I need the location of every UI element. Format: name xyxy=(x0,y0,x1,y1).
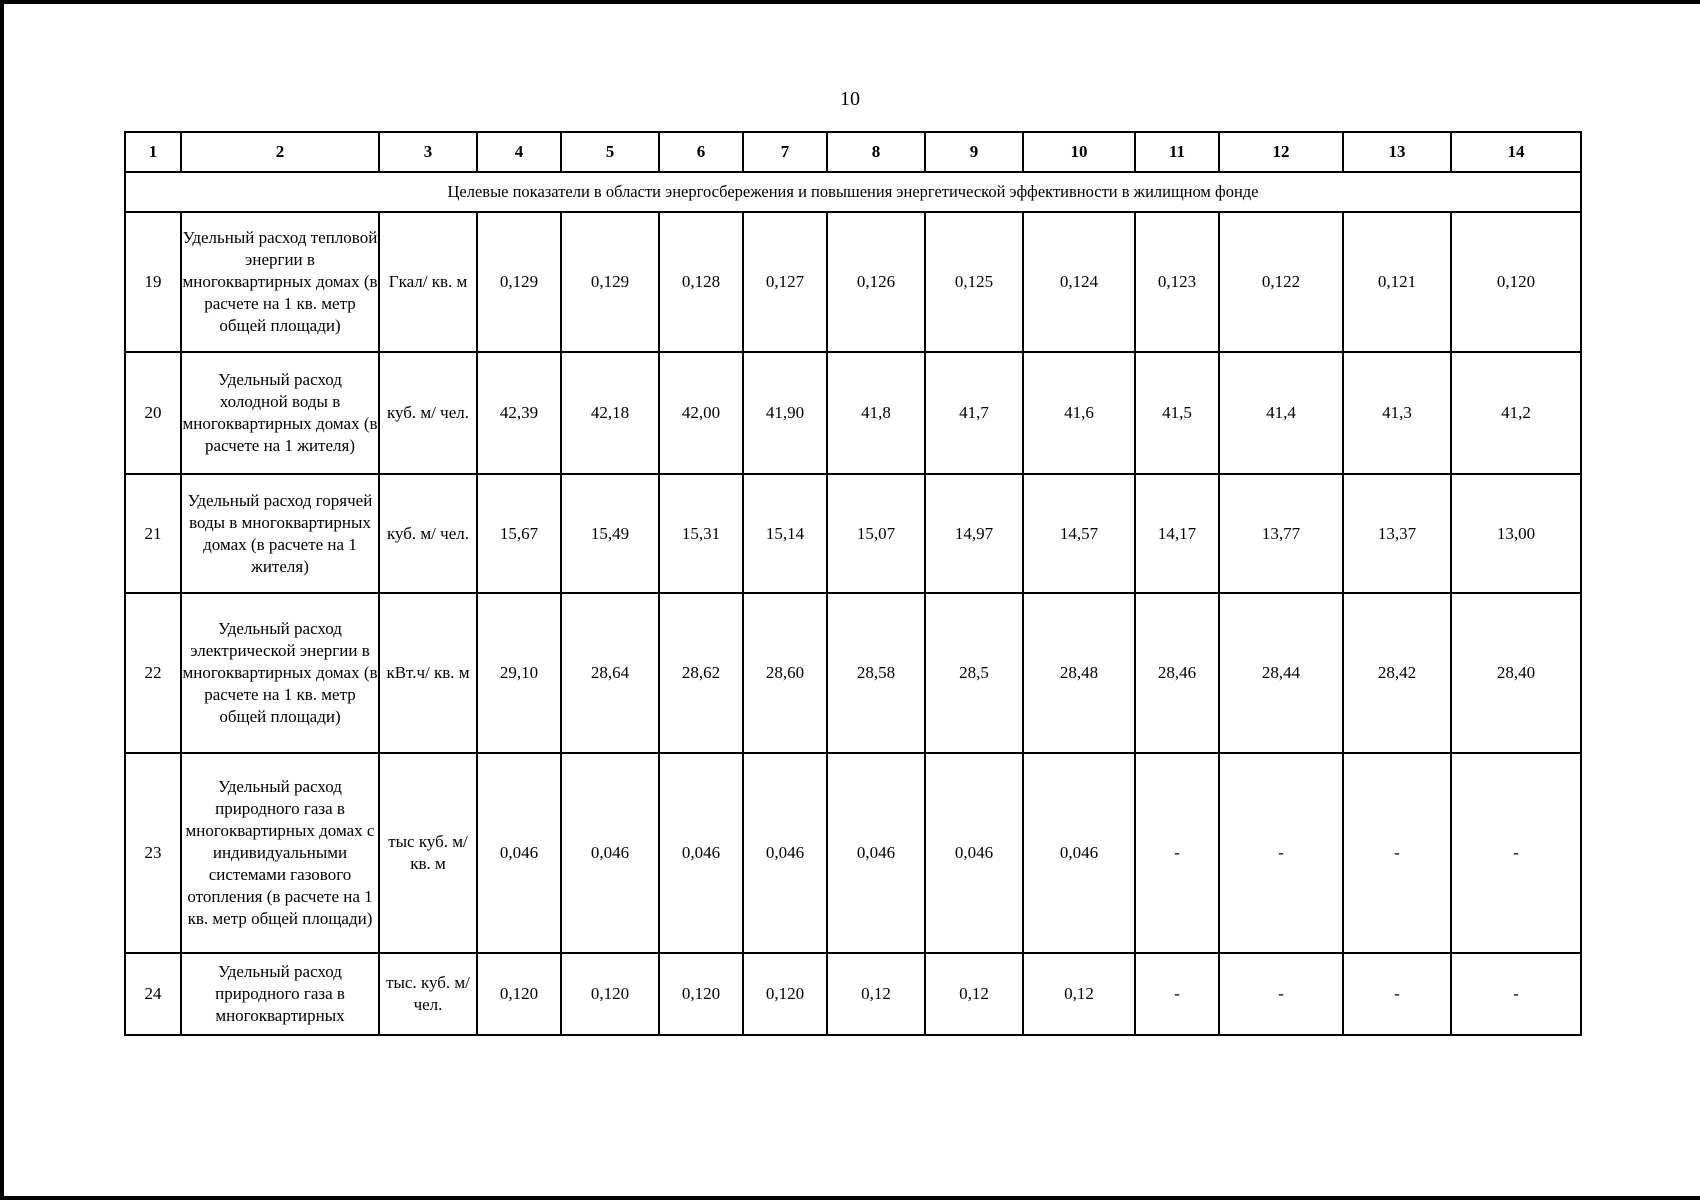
value-cell: 41,7 xyxy=(925,352,1023,474)
value-cell: 41,2 xyxy=(1451,352,1581,474)
value-cell: 0,120 xyxy=(561,953,659,1035)
value-cell: 42,18 xyxy=(561,352,659,474)
value-cell: 41,4 xyxy=(1219,352,1343,474)
value-cell: 28,44 xyxy=(1219,593,1343,753)
value-cell: - xyxy=(1219,753,1343,953)
value-cell: 0,126 xyxy=(827,212,925,352)
row-number: 20 xyxy=(125,352,181,474)
value-cell: 0,125 xyxy=(925,212,1023,352)
column-number: 2 xyxy=(181,132,379,172)
value-cell: 13,00 xyxy=(1451,474,1581,593)
value-cell: 14,17 xyxy=(1135,474,1219,593)
value-cell: 15,14 xyxy=(743,474,827,593)
value-cell: 15,49 xyxy=(561,474,659,593)
value-cell: 0,046 xyxy=(827,753,925,953)
table-row xyxy=(125,474,1581,593)
value-cell: 0,127 xyxy=(743,212,827,352)
unit-cell: тыс. куб. м/чел. xyxy=(379,953,477,1035)
value-cell: 29,10 xyxy=(477,593,561,753)
value-cell: 15,67 xyxy=(477,474,561,593)
indicator-name: Удельный расход горячей воды в многоквартирных домах (в расчете на 1 жителя) xyxy=(181,474,379,593)
value-cell: 42,39 xyxy=(477,352,561,474)
value-cell: 0,120 xyxy=(659,953,743,1035)
value-cell: 0,046 xyxy=(477,753,561,953)
value-cell: 0,122 xyxy=(1219,212,1343,352)
value-cell: 15,31 xyxy=(659,474,743,593)
value-cell: - xyxy=(1219,953,1343,1035)
row-number: 23 xyxy=(125,753,181,953)
value-cell: - xyxy=(1343,953,1451,1035)
value-cell: 0,046 xyxy=(659,753,743,953)
column-number: 1 xyxy=(125,132,181,172)
value-cell: 0,12 xyxy=(925,953,1023,1035)
table-row xyxy=(125,212,1581,352)
value-cell: 41,90 xyxy=(743,352,827,474)
table-row xyxy=(125,953,1581,1035)
indicator-name: Удельный расход электрической энергии в многоквартирных домах (в расчете на 1 кв. метр общей площади) xyxy=(181,593,379,753)
column-number: 12 xyxy=(1219,132,1343,172)
value-cell: - xyxy=(1135,753,1219,953)
unit-cell: Гкал/ кв. м xyxy=(379,212,477,352)
column-number: 7 xyxy=(743,132,827,172)
value-cell: 42,00 xyxy=(659,352,743,474)
value-cell: - xyxy=(1451,953,1581,1035)
value-cell: 0,046 xyxy=(743,753,827,953)
row-number: 24 xyxy=(125,953,181,1035)
value-cell: 0,12 xyxy=(827,953,925,1035)
column-number: 6 xyxy=(659,132,743,172)
value-cell: 0,120 xyxy=(1451,212,1581,352)
value-cell: 0,046 xyxy=(561,753,659,953)
value-cell: 0,124 xyxy=(1023,212,1135,352)
table-row xyxy=(125,352,1581,474)
indicator-name: Удельный расход холодной воды в многоквартирных домах (в расчете на 1 жителя) xyxy=(181,352,379,474)
value-cell: - xyxy=(1343,753,1451,953)
value-cell: 28,40 xyxy=(1451,593,1581,753)
indicator-name: Удельный расход природного газа в многоквартирных домах с индивидуальными системами газового отопления (в расчете на 1 кв. метр общей площади) xyxy=(181,753,379,953)
column-number: 11 xyxy=(1135,132,1219,172)
value-cell: 41,5 xyxy=(1135,352,1219,474)
value-cell: 28,60 xyxy=(743,593,827,753)
column-number-row xyxy=(125,132,1581,172)
unit-cell: тыс куб. м/кв. м xyxy=(379,753,477,953)
value-cell: 0,120 xyxy=(477,953,561,1035)
value-cell: 0,129 xyxy=(561,212,659,352)
unit-cell: куб. м/ чел. xyxy=(379,474,477,593)
value-cell: 28,48 xyxy=(1023,593,1135,753)
column-number: 14 xyxy=(1451,132,1581,172)
value-cell: 41,3 xyxy=(1343,352,1451,474)
value-cell: 13,77 xyxy=(1219,474,1343,593)
row-number: 21 xyxy=(125,474,181,593)
column-number: 10 xyxy=(1023,132,1135,172)
column-number: 3 xyxy=(379,132,477,172)
value-cell: 28,58 xyxy=(827,593,925,753)
value-cell: 28,62 xyxy=(659,593,743,753)
value-cell: 14,97 xyxy=(925,474,1023,593)
value-cell: 0,120 xyxy=(743,953,827,1035)
page-number: 10 xyxy=(840,88,860,110)
value-cell: 0,129 xyxy=(477,212,561,352)
indicator-name: Удельный расход тепловой энергии в многоквартирных домах (в расчете на 1 кв. метр общей площади) xyxy=(181,212,379,352)
value-cell: 41,6 xyxy=(1023,352,1135,474)
table-row xyxy=(125,753,1581,953)
unit-cell: куб. м/ чел. xyxy=(379,352,477,474)
column-number: 13 xyxy=(1343,132,1451,172)
value-cell: 41,8 xyxy=(827,352,925,474)
value-cell: 14,57 xyxy=(1023,474,1135,593)
value-cell: 0,121 xyxy=(1343,212,1451,352)
section-title: Целевые показатели в области энергосбережения и повышения энергетической эффективности в жилищном фонде xyxy=(125,172,1581,212)
column-number: 9 xyxy=(925,132,1023,172)
value-cell: 28,64 xyxy=(561,593,659,753)
row-number: 19 xyxy=(125,212,181,352)
section-row xyxy=(125,172,1581,212)
unit-cell: кВт.ч/ кв. м xyxy=(379,593,477,753)
table-row xyxy=(125,593,1581,753)
value-cell: 28,42 xyxy=(1343,593,1451,753)
value-cell: 0,123 xyxy=(1135,212,1219,352)
value-cell: 28,46 xyxy=(1135,593,1219,753)
value-cell: - xyxy=(1135,953,1219,1035)
value-cell: 0,128 xyxy=(659,212,743,352)
indicator-name: Удельный расход природного газа в многоквартирных xyxy=(181,953,379,1035)
targets-table xyxy=(124,131,1582,1036)
column-number: 5 xyxy=(561,132,659,172)
row-number: 22 xyxy=(125,593,181,753)
value-cell: 15,07 xyxy=(827,474,925,593)
column-number: 8 xyxy=(827,132,925,172)
value-cell: 28,5 xyxy=(925,593,1023,753)
value-cell: - xyxy=(1451,753,1581,953)
value-cell: 13,37 xyxy=(1343,474,1451,593)
column-number: 4 xyxy=(477,132,561,172)
value-cell: 0,046 xyxy=(1023,753,1135,953)
value-cell: 0,046 xyxy=(925,753,1023,953)
value-cell: 0,12 xyxy=(1023,953,1135,1035)
